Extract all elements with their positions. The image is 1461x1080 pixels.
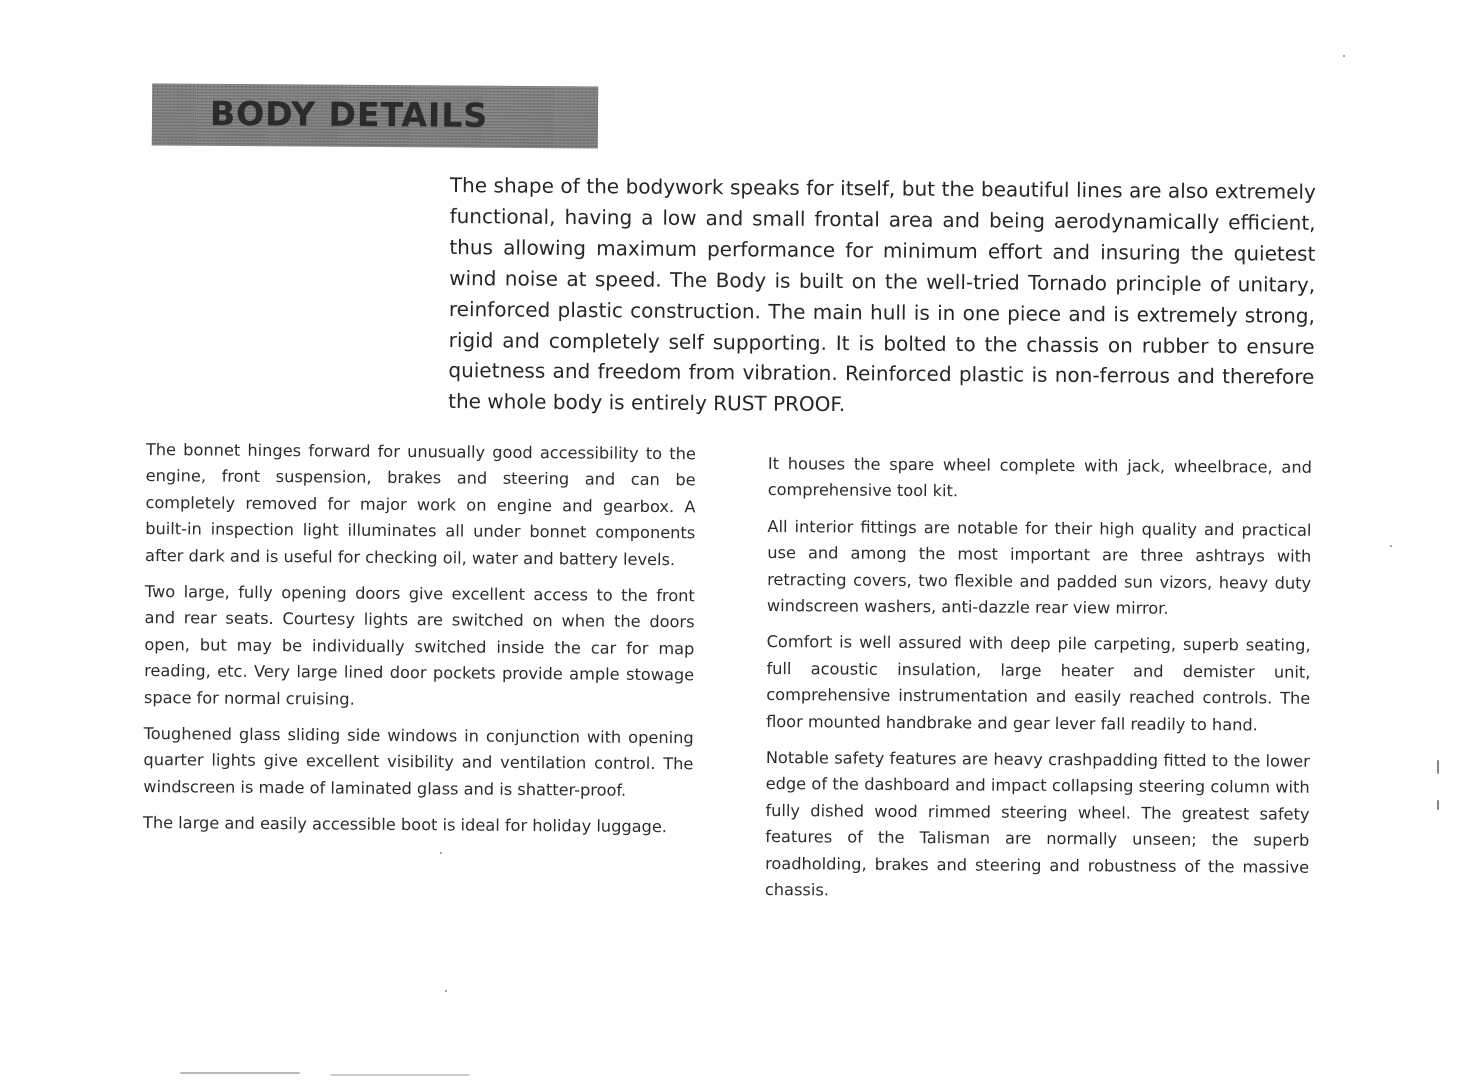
paragraph-windows: Toughened glass sliding side windows in conjunction with opening quarter lights give excellent visibility and ventilation control. The windscreen is made of laminated glass and is shatter-proof. — [143, 724, 694, 800]
scan-speck — [1343, 55, 1345, 57]
scan-speck — [440, 852, 442, 854]
scan-speck — [330, 1074, 470, 1076]
right-column — [765, 451, 1312, 917]
paragraph-spare-wheel: It houses the spare wheel complete with jack, wheelbrace, and comprehensive tool kit. — [767, 453, 1312, 501]
paragraph-interior-fittings: All interior fittings are notable for their high quality and practical use and among the most important are three ashtrays with retracting covers, two flexible and padded sun vizors, heavy duty windscreen washers, anti-dazzle rear view mirror. — [766, 516, 1312, 618]
scan-speck — [445, 990, 447, 992]
paragraph-comfort: Comfort is well assured with deep pile carpeting, superb seating, full acoustic insulation, large heater and demister unit, comprehensive instrumentation and easily reached controls. The floor mounted handbrake and gear lever fall readily to hand. — [766, 632, 1311, 735]
scan-speck — [180, 1072, 300, 1074]
paragraph-boot: The large and easily accessible boot is ideal for holiday luggage. — [142, 813, 668, 837]
scan-speck — [1390, 545, 1392, 547]
scan-speck — [1437, 760, 1439, 774]
intro-paragraph: The shape of the bodywork speaks for itself, but the beautiful lines are also extremely functional, having a low and small frontal area and being aerodynamically efficient, thus allowing maximum performance for minimum effort and insuring the quietest wind noise at speed. The Body is built on the well-tried Tornado principle of unitary, reinforced plastic construction. The main hull is in one piece and is extremely strong, rigid and completely self supporting. It is bolted to the chassis on rubber to ensure quietness and freedom from vibration. Reinforced plastic is non-ferrous and therefore the whole body is entirely RUST PROOF. — [448, 172, 1316, 417]
scan-speck — [1437, 800, 1439, 810]
paragraph-safety: Notable safety features are heavy crashpadding fitted to the lower edge of the dashboard and impact collapsing steering column with fully dished wood rimmed steering wheel. The greatest safety features of the Talisman are normally unseen; the superb roadholding, brakes and steering and robustness of the massive chassis. — [764, 748, 1310, 900]
left-column — [143, 437, 696, 851]
paragraph-doors: Two large, fully opening doors give excellent access to the front and rear seats. Courtesy lights are switched on when the doors open, but may be individually switched inside the car for map reading, etc. Very large lined door pockets provide ample stowage space for normal cruising. — [143, 582, 695, 709]
section-title-banner — [152, 83, 598, 148]
section-title: BODY DETAILS — [209, 93, 489, 135]
paragraph-bonnet: The bonnet hinges forward for unusually good accessibility to the engine, front suspension, brakes and steering and can be completely removed for major work on engine and gearbox. A built-in inspection light illuminates all under bonnet components after dark and is useful for checking oil, water and battery levels. — [144, 439, 696, 569]
